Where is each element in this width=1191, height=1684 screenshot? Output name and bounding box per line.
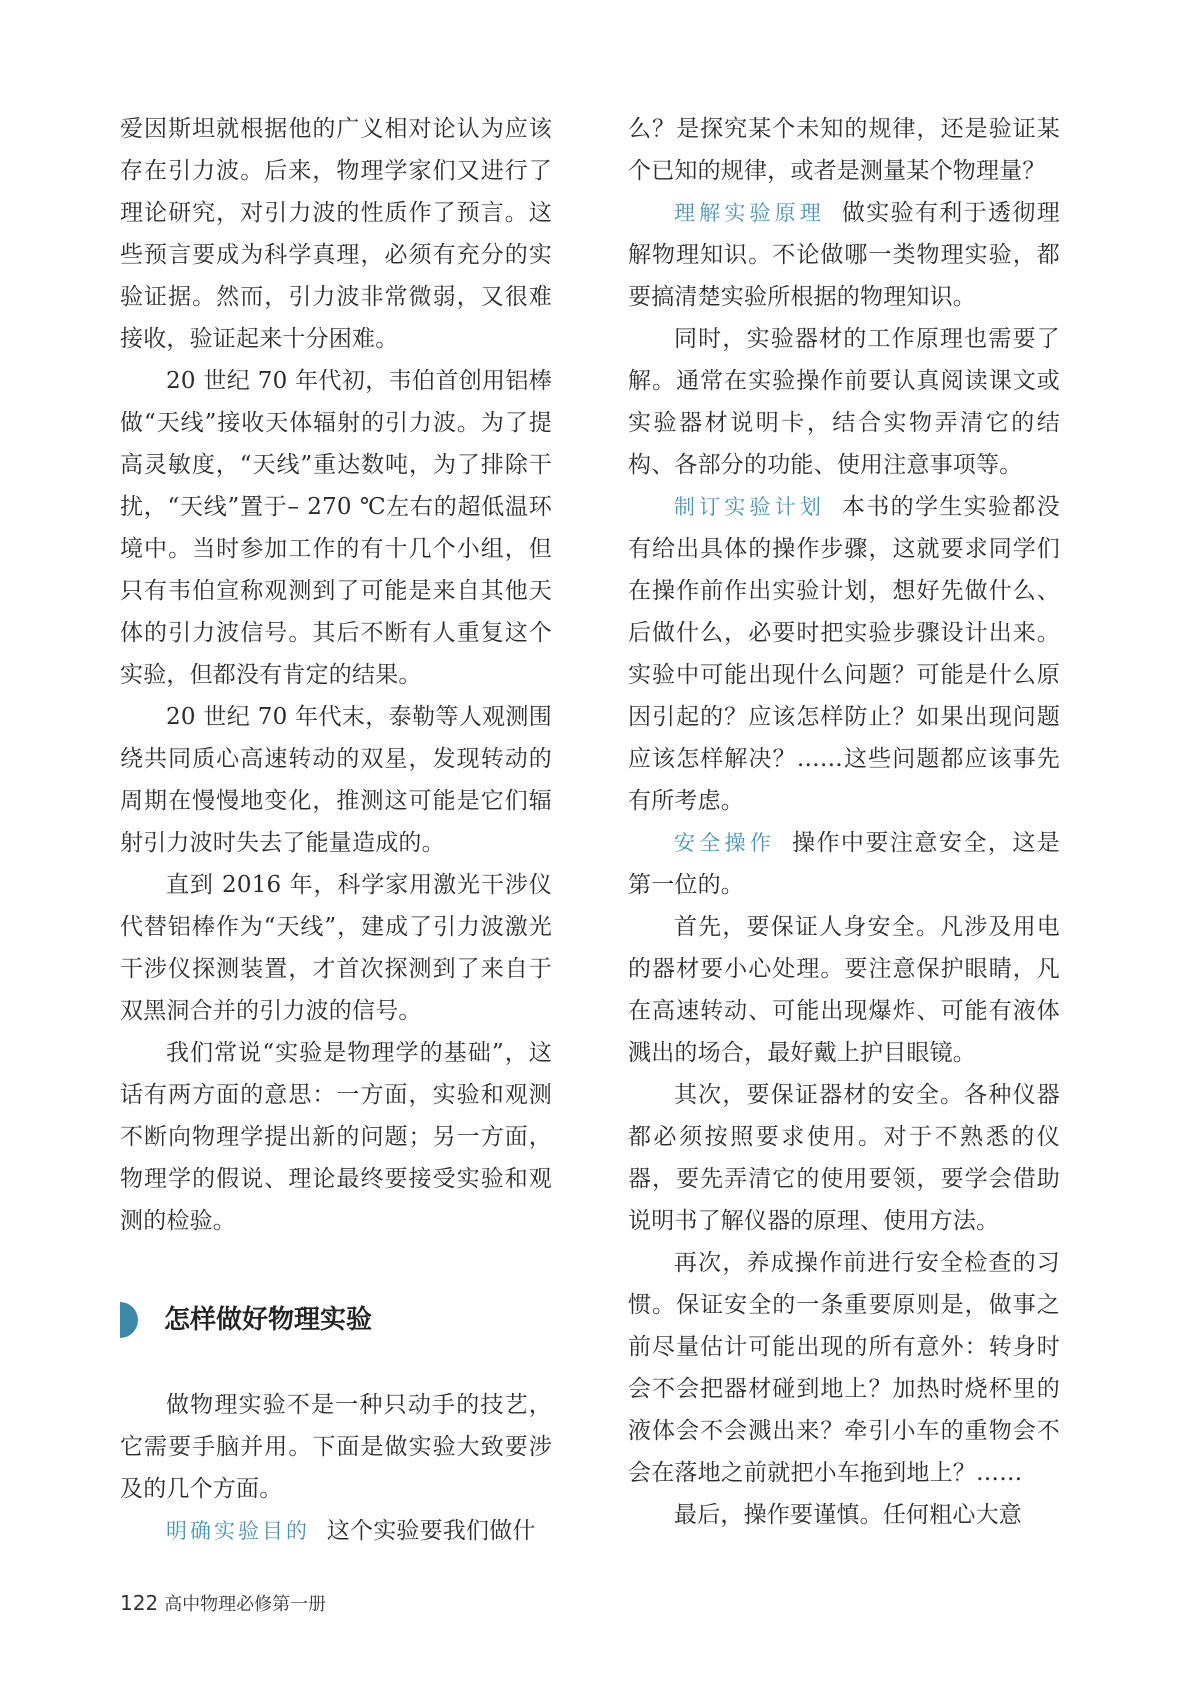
left-column — [120, 108, 552, 1552]
term-purpose: 明确实验目的 — [166, 1519, 310, 1543]
paragraph-intro: 做物理实验不是一种只动手的技艺，它需要手脑并用。下面是做实验大致要涉及的几个方面。 — [120, 1392, 552, 1502]
term-principle: 理解实验原理 — [674, 201, 826, 225]
book-title: 高中物理必修第一册 — [164, 1594, 327, 1615]
paragraph-principle — [628, 192, 1060, 318]
term-plan: 制订实验计划 — [674, 495, 826, 519]
paragraph-personal-safety: 首先，要保证人身安全。凡涉及用电的器材要小心处理。要注意保护眼睛，凡在高速转动、可能出现爆炸、可能有液体溅出的场合，最好戴上护目眼镜。 — [628, 914, 1060, 1066]
page-number: 122 — [120, 1591, 159, 1615]
paragraph-purpose-text: 这个实验要我们做什 — [326, 1518, 536, 1544]
paragraph-equipment: 同时，实验器材的工作原理也需要了解。通常在实验操作前要认真阅读课文或实验器材说明卡，结合实物弄清它的结构、各部分的功能、使用注意事项等。 — [628, 326, 1060, 478]
paragraph-2016: 直到 2016 年，科学家用激光干涉仪代替铝棒作为“天线”，建成了引力波激光干涉仪探测装置，才首次探测到了来自于双黑洞合并的引力波的信号。 — [120, 872, 552, 1024]
page-footer — [120, 1590, 326, 1616]
paragraph-equipment-safety: 其次，要保证器材的安全。各种仪器都必须按照要求使用。对于不熟悉的仪器，要先弄清它的使用要领，要学会借助说明书了解仪器的原理、使用方法。 — [628, 1082, 1060, 1234]
paragraph-weber: 20 世纪 70 年代初，韦伯首创用铝棒做“天线”接收天体辐射的引力波。为了提高灵敏度，“天线”重达数吨，为了排除干扰，“天线”置于– 270 ℃左右的超低温环境中。当时参加工作的有十几个小组，但只有韦伯宣称观测到了可能是来自其他天体的引力波信号。其后不断有人重复这个实验，但都没有肯定的结果。 — [120, 368, 552, 688]
paragraph-purpose — [120, 1510, 552, 1552]
paragraph-principle-text: 做实验有利于透彻理解物理知识。不论做哪一类物理实验，都要搞清楚实验所根据的物理知识。 — [628, 200, 1060, 310]
heading-marker-icon — [120, 1302, 138, 1338]
right-column — [628, 108, 1060, 1536]
paragraph-careful: 最后，操作要谨慎。任何粗心大意 — [674, 1502, 1022, 1528]
paragraph-plan — [628, 486, 1060, 822]
paragraph-safety — [628, 822, 1060, 906]
paragraph-experiment-basis: 我们常说“实验是物理学的基础”，这话有两方面的意思：一方面，实验和观测不断向物理学提出新的问题；另一方面，物理学的假说、理论最终要接受实验和观测的检验。 — [120, 1040, 552, 1234]
section-title: 怎样做好物理实验 — [164, 1305, 373, 1335]
paragraph-einstein: 爱因斯坦就根据他的广义相对论认为应该存在引力波。后来，物理学家们又进行了理论研究，对引力波的性质作了预言。这些预言要成为科学真理，必须有充分的实验证据。然而，引力波非常微弱，又很难接收，验证起来十分困难。 — [120, 116, 552, 352]
paragraph-safety-text: 操作中要注意安全，这是第一位的。 — [628, 830, 1061, 898]
paragraph-taylor: 20 世纪 70 年代末，泰勒等人观测围绕共同质心高速转动的双星，发现转动的周期在慢慢地变化，推测这可能是它们辐射引力波时失去了能量造成的。 — [120, 704, 552, 856]
term-safety: 安全操作 — [674, 831, 776, 855]
paragraph-purpose-continued: 么？是探究某个未知的规律，还是验证某个已知的规律，或者是测量某个物理量？ — [628, 116, 1060, 184]
paragraph-safety-check: 再次，养成操作前进行安全检查的习惯。保证安全的一条重要原则是，做事之前尽量估计可能出现的所有意外：转身时会不会把器材碰到地上？加热时烧杯里的液体会不会溅出来？牵引小车的重物会不会在落地之前就把小车拖到地上？…… — [628, 1250, 1060, 1486]
paragraph-plan-text: 本书的学生实验都没有给出具体的操作步骤，这就要求同学们在操作前作出实验计划，想好先做什么、后做什么，必要时把实验步骤设计出来。实验中可能出现什么问题？可能是什么原因引起的？应该怎样防止？如果出现问题应该怎样解决？……这些问题都应该事先有所考虑。 — [628, 494, 1060, 814]
section-heading — [120, 1292, 552, 1348]
